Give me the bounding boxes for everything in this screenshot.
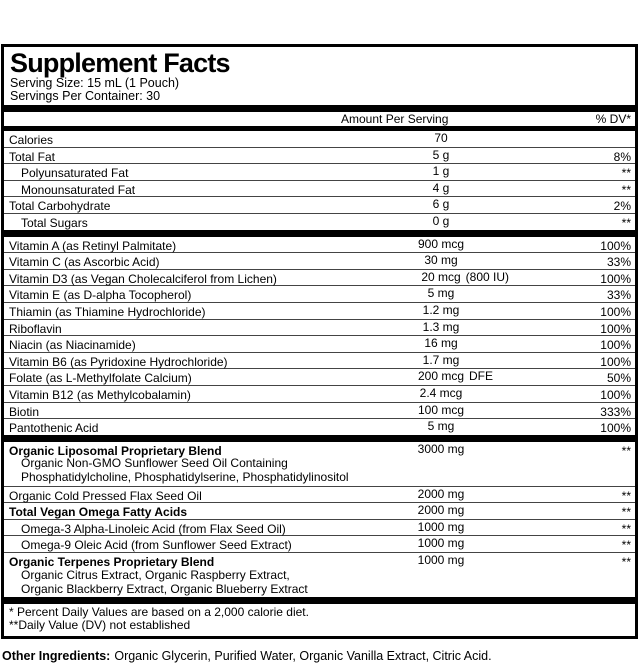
amount-cell [341,165,511,177]
table-row [4,319,635,336]
other-ingredients-text: Organic Glycerin, Purified Water, Organic Vanilla Extract, Citric Acid. [114,649,492,663]
nutrient-name: Pantothenic Acid [9,421,99,436]
amount-value: 5 g [432,147,450,162]
nutrient-name: Vitamin E (as D-alpha Tocopherol) [9,288,192,303]
amount-value: 200 mcg [417,369,465,384]
dv-value: ** [621,555,631,570]
dv-value: 8% [613,149,631,164]
table-row [4,502,635,519]
amount-value: 1.2 mg [422,302,460,317]
nutrient-name: Organic Cold Pressed Flax Seed Oil [9,488,202,503]
table-row [4,237,635,253]
servings-per-container: Servings Per Container: 30 [10,89,161,103]
table-row [4,147,635,164]
table-row [4,302,635,319]
amount-cell [341,238,511,250]
amount-value: 2000 mg [417,503,465,518]
amount-suffix: (800 IU) [465,269,510,284]
dv-value: ** [621,521,631,536]
dv-value: ** [621,215,631,230]
blend-description: Organic Citrus Extract, Organic Raspberry Extract, [21,567,290,582]
dv-value: 100% [600,238,631,253]
nutrient-name: Niacin (as Niacinamide) [9,338,136,353]
nutrient-name: Monounsaturated Fat [21,182,136,197]
nutrient-name: Polyunsaturated Fat [21,166,129,181]
nutrient-name: Total Carbohydrate [9,199,111,214]
dv-value: 100% [600,304,631,319]
table-row [4,196,635,213]
dv-value: ** [621,538,631,553]
amount-cell [341,321,511,333]
table-row [4,163,635,180]
amount-cell [341,198,511,210]
amount-cell [341,370,511,382]
blend-description: Organic Blackberry Extract, Organic Blueberry Extract [21,581,308,596]
table-row [4,535,635,552]
table-row [4,335,635,352]
amount-value: 1000 mg [417,553,465,568]
amount-cell [341,387,511,399]
other-ingredients [2,649,640,663]
table-row [4,486,635,503]
amount-value: 3000 mg [417,441,465,456]
section-divider-bar [4,597,635,604]
amount-value: 0 g [432,213,450,228]
dv-value: 100% [600,321,631,336]
nutrient-name: Omega-3 Alpha-Linoleic Acid (from Flax Seed Oil) [21,521,286,536]
table-row [4,352,635,369]
amount-value: 2000 mg [417,486,465,501]
footnote-daily-values: * Percent Daily Values are based on a 2,000 calorie diet. [9,605,309,620]
amount-value: 70 [434,131,448,145]
amount-value: 30 mg [424,253,458,268]
footnote-dv-not-established: **Daily Value (DV) not established [9,618,191,633]
serving-size: Serving Size: 15 mL (1 Pouch) [10,76,180,90]
table-row [4,418,635,435]
nutrient-name: Total Sugars [21,215,88,230]
amount-cell [341,504,511,516]
amount-cell [341,337,511,349]
amount-suffix: DFE [469,369,494,384]
dv-value: ** [621,488,631,503]
table-row [4,213,635,230]
section-blends [4,442,635,597]
section-vitamins [4,237,635,435]
nutrient-name: Calories [9,133,54,147]
column-header-row [4,112,635,126]
dv-value: 100% [600,271,631,286]
amount-cell [341,182,511,194]
nutrient-name: Organic Terpenes Proprietary Blend [9,555,215,570]
amount-cell [341,354,511,366]
nutrient-table [4,131,635,604]
section-divider-bar [4,230,635,237]
table-row [4,385,635,402]
amount-value: 1.3 mg [422,319,460,334]
amount-value: 16 mg [424,336,458,351]
nutrient-name: Thiamin (as Thiamine Hydrochloride) [9,304,206,319]
amount-cell [341,488,511,500]
amount-value: 1000 mg [417,536,465,551]
dv-value: ** [621,505,631,520]
table-row [4,180,635,197]
dv-value: ** [621,443,631,458]
dv-value: 50% [606,371,631,386]
table-row [4,269,635,286]
amount-cell [341,149,511,161]
table-row [4,368,635,385]
panel-title: Supplement Facts [10,48,230,78]
amount-cell [341,304,511,316]
table-row [4,285,635,302]
amount-cell [341,537,511,549]
amount-value: 20 mcg [421,269,461,284]
amount-cell [341,215,511,227]
amount-cell [341,287,511,299]
amount-cell [341,420,511,432]
dv-value: 333% [600,404,631,419]
amount-cell [341,271,511,283]
amount-value: 6 g [432,197,450,212]
nutrient-name: Vitamin B12 (as Methylcobalamin) [9,387,191,402]
table-row [4,131,635,147]
nutrient-name: Vitamin A (as Retinyl Palmitate) [9,238,177,253]
amount-value: 100 mcg [417,402,465,417]
table-row [4,519,635,536]
table-row [4,252,635,269]
nutrient-name: Vitamin B6 (as Pyridoxine Hydrochloride) [9,354,228,369]
nutrient-name: Vitamin C (as Ascorbic Acid) [9,255,160,270]
dv-header: % DV* [595,112,631,126]
amount-value: 5 mg [427,286,455,301]
amount-value: 900 mcg [417,236,465,251]
dv-value: 100% [600,354,631,369]
amount-cell [341,443,511,455]
blend-description: Organic Non-GMO Sunflower Seed Oil Containing [21,456,288,471]
dv-value: ** [621,166,631,181]
amount-cell [341,132,511,144]
amount-per-serving-header: Amount Per Serving [341,112,449,126]
nutrient-name: Folate (as L-Methylfolate Calcium) [9,371,192,386]
amount-cell [341,404,511,416]
dv-value: 100% [600,338,631,353]
amount-value: 1 g [432,164,450,179]
nutrient-name: Riboflavin [9,321,62,336]
dv-value: 33% [606,288,631,303]
dv-value: 2% [613,199,631,214]
nutrient-name: Biotin [9,404,40,419]
nutrient-name: Organic Liposomal Proprietary Blend [9,443,222,458]
amount-value: 2.4 mcg [419,385,463,400]
nutrient-name: Total Vegan Omega Fatty Acids [9,505,188,520]
table-row [4,442,635,458]
amount-cell [341,521,511,533]
nutrient-name: Vitamin D3 (as Vegan Cholecalciferol from Lichen) [9,271,277,286]
section-divider-bar [4,435,635,442]
table-row [4,402,635,419]
amount-value: 4 g [432,180,450,195]
panel-header [4,47,635,105]
nutrient-name: Total Fat [9,149,56,164]
dv-value: 100% [600,421,631,436]
table-row [4,552,635,569]
header-divider-bar [4,105,635,112]
amount-cell [341,254,511,266]
footnotes [4,604,635,636]
section-macronutrients [4,131,635,230]
blend-description: Phosphatidylcholine, Phosphatidylserine, Phosphatidylinositol [21,470,349,485]
amount-value: 5 mg [427,419,455,434]
nutrient-name: Omega-9 Oleic Acid (from Sunflower Seed Extract) [21,538,292,553]
amount-cell [341,554,511,566]
other-ingredients-label: Other Ingredients: [2,649,111,663]
dv-value: 33% [606,255,631,270]
dv-value: 100% [600,387,631,402]
amount-value: 1.7 mg [422,352,460,367]
supplement-facts-panel [1,44,638,639]
dv-value: ** [621,182,631,197]
amount-value: 1000 mg [417,519,465,534]
